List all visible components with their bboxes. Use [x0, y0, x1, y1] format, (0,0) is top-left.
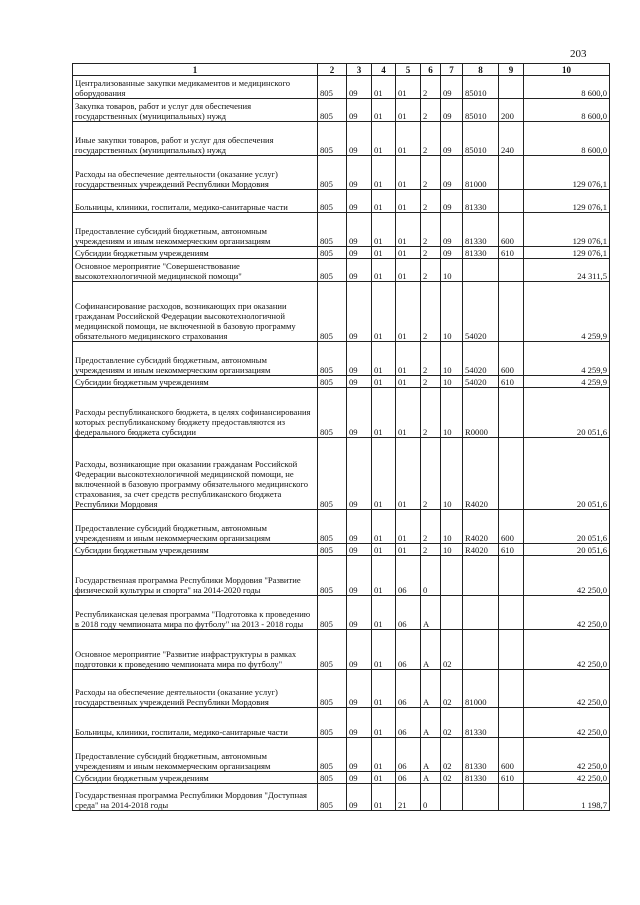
row-code-cell: 805 — [318, 556, 347, 596]
row-code-cell: 805 — [318, 156, 347, 190]
row-code-cell: 54020 — [463, 376, 499, 388]
row-code-cell: 09 — [347, 190, 372, 213]
row-code-cell: 805 — [318, 772, 347, 784]
row-code-cell: 09 — [441, 99, 463, 122]
col-header: 2 — [318, 64, 347, 76]
row-code-cell: 01 — [372, 738, 396, 772]
row-amount-cell: 8 600,0 — [524, 122, 610, 156]
row-code-cell: 01 — [372, 247, 396, 259]
row-amount-cell: 129 076,1 — [524, 190, 610, 213]
row-amount-cell: 4 259,9 — [524, 282, 610, 342]
row-code-cell: 02 — [441, 772, 463, 784]
row-code-cell: 01 — [396, 76, 421, 99]
row-code-cell: 81000 — [463, 670, 499, 708]
row-name-cell: Государственная программа Республики Мордовия "Развитие физической культуры и спорта" на 2014-2020 годы — [73, 556, 318, 596]
row-code-cell: 01 — [372, 596, 396, 630]
col-header: 4 — [372, 64, 396, 76]
row-code-cell: 805 — [318, 247, 347, 259]
row-name-cell: Расходы на обеспечение деятельности (оказание услуг) государственных учреждений Республики Мордовия — [73, 156, 318, 190]
row-code-cell: 09 — [347, 376, 372, 388]
row-code-cell: 09 — [441, 156, 463, 190]
row-name-cell: Субсидии бюджетным учреждениям — [73, 247, 318, 259]
table-row — [73, 213, 610, 247]
row-name-cell: Субсидии бюджетным учреждениям — [73, 772, 318, 784]
row-code-cell: 09 — [347, 556, 372, 596]
row-amount-cell: 42 250,0 — [524, 708, 610, 738]
row-code-cell: 06 — [396, 708, 421, 738]
row-name-cell: Больницы, клиники, госпитали, медико-санитарные части — [73, 708, 318, 738]
row-code-cell: 09 — [347, 259, 372, 282]
row-code-cell: 2 — [421, 247, 441, 259]
row-code-cell — [499, 630, 524, 670]
row-code-cell: 10 — [441, 376, 463, 388]
row-code-cell: 09 — [347, 596, 372, 630]
row-code-cell: 09 — [347, 708, 372, 738]
row-amount-cell: 4 259,9 — [524, 342, 610, 376]
row-amount-cell: 42 250,0 — [524, 556, 610, 596]
row-code-cell: 2 — [421, 282, 441, 342]
row-code-cell: 2 — [421, 76, 441, 99]
col-header: 1 — [73, 64, 318, 76]
row-code-cell: 10 — [441, 342, 463, 376]
row-code-cell: 01 — [396, 259, 421, 282]
row-code-cell: 2 — [421, 544, 441, 556]
table-row — [73, 190, 610, 213]
row-code-cell: 06 — [396, 772, 421, 784]
row-code-cell — [499, 556, 524, 596]
row-code-cell: R4020 — [463, 510, 499, 544]
row-code-cell: 10 — [441, 510, 463, 544]
row-code-cell: 01 — [372, 99, 396, 122]
col-header: 7 — [441, 64, 463, 76]
row-code-cell: 54020 — [463, 342, 499, 376]
row-code-cell: 06 — [396, 556, 421, 596]
row-code-cell: А — [421, 630, 441, 670]
row-code-cell: 01 — [372, 708, 396, 738]
row-code-cell: А — [421, 738, 441, 772]
row-code-cell — [499, 76, 524, 99]
row-name-cell: Расходы на обеспечение деятельности (оказание услуг) государственных учреждений Республики Мордовия — [73, 670, 318, 708]
col-header: 5 — [396, 64, 421, 76]
row-code-cell: 09 — [441, 213, 463, 247]
table-row — [73, 388, 610, 438]
row-code-cell — [499, 259, 524, 282]
row-code-cell: 600 — [499, 213, 524, 247]
row-code-cell: 10 — [441, 388, 463, 438]
row-name-cell: Софинансирование расходов, возникающих при оказании гражданам Российской Федерации высокотехнологичной медицинской помощи, не включенной в базовую программу обязательного медицинского страхования — [73, 282, 318, 342]
row-code-cell: А — [421, 772, 441, 784]
table-row — [73, 556, 610, 596]
row-amount-cell: 20 051,6 — [524, 438, 610, 510]
row-name-cell: Иные закупки товаров, работ и услуг для обеспечения государственных (муниципальных) нужд — [73, 122, 318, 156]
row-code-cell: 01 — [396, 376, 421, 388]
row-code-cell: 09 — [441, 76, 463, 99]
row-code-cell — [441, 556, 463, 596]
row-code-cell: 21 — [396, 784, 421, 811]
row-code-cell: 81330 — [463, 213, 499, 247]
row-amount-cell: 42 250,0 — [524, 670, 610, 708]
row-code-cell: 805 — [318, 213, 347, 247]
row-amount-cell: 20 051,6 — [524, 510, 610, 544]
row-code-cell: 805 — [318, 99, 347, 122]
row-code-cell: 01 — [372, 630, 396, 670]
row-code-cell: 01 — [396, 156, 421, 190]
row-code-cell: 10 — [441, 438, 463, 510]
table-row — [73, 342, 610, 376]
table-row — [73, 282, 610, 342]
row-code-cell: 2 — [421, 342, 441, 376]
row-code-cell: 2 — [421, 213, 441, 247]
row-code-cell: 06 — [396, 738, 421, 772]
row-amount-cell: 129 076,1 — [524, 156, 610, 190]
row-code-cell: 09 — [441, 190, 463, 213]
row-amount-cell: 8 600,0 — [524, 76, 610, 99]
row-code-cell: 805 — [318, 510, 347, 544]
row-code-cell: А — [421, 596, 441, 630]
row-code-cell: 01 — [396, 247, 421, 259]
row-code-cell: 805 — [318, 784, 347, 811]
row-code-cell: 200 — [499, 99, 524, 122]
row-code-cell: 805 — [318, 190, 347, 213]
row-code-cell: 2 — [421, 190, 441, 213]
row-code-cell: 805 — [318, 596, 347, 630]
row-code-cell: R0000 — [463, 388, 499, 438]
row-code-cell: 805 — [318, 76, 347, 99]
row-code-cell: 610 — [499, 247, 524, 259]
row-code-cell: 85010 — [463, 76, 499, 99]
row-code-cell: 2 — [421, 156, 441, 190]
row-code-cell: 09 — [441, 247, 463, 259]
row-code-cell — [499, 388, 524, 438]
row-amount-cell: 42 250,0 — [524, 596, 610, 630]
budget-table — [72, 63, 610, 811]
row-code-cell: 2 — [421, 122, 441, 156]
row-code-cell: 2 — [421, 510, 441, 544]
row-code-cell: 0 — [421, 784, 441, 811]
row-code-cell: 02 — [441, 670, 463, 708]
row-code-cell: 09 — [347, 670, 372, 708]
row-amount-cell: 129 076,1 — [524, 247, 610, 259]
row-code-cell: 2 — [421, 259, 441, 282]
row-code-cell: 01 — [396, 510, 421, 544]
row-code-cell: А — [421, 708, 441, 738]
row-code-cell: 09 — [347, 438, 372, 510]
table-row — [73, 772, 610, 784]
row-code-cell: 06 — [396, 670, 421, 708]
row-code-cell: 01 — [396, 190, 421, 213]
table-row — [73, 784, 610, 811]
table-row — [73, 630, 610, 670]
row-code-cell: 06 — [396, 596, 421, 630]
row-name-cell: Основное мероприятие "Совершенствование высокотехнологичной медицинской помощи" — [73, 259, 318, 282]
row-code-cell: 01 — [372, 376, 396, 388]
row-code-cell: 805 — [318, 122, 347, 156]
col-header: 3 — [347, 64, 372, 76]
row-code-cell: 805 — [318, 544, 347, 556]
row-code-cell: 2 — [421, 99, 441, 122]
row-code-cell: 805 — [318, 376, 347, 388]
row-code-cell — [499, 438, 524, 510]
row-code-cell — [463, 630, 499, 670]
row-code-cell: 81330 — [463, 708, 499, 738]
row-code-cell: 01 — [396, 213, 421, 247]
row-code-cell: 600 — [499, 510, 524, 544]
row-code-cell: 805 — [318, 438, 347, 510]
table-row — [73, 738, 610, 772]
row-name-cell: Централизованные закупки медикаментов и медицинского оборудования — [73, 76, 318, 99]
row-code-cell: 805 — [318, 708, 347, 738]
row-code-cell: 0 — [421, 556, 441, 596]
row-code-cell: 09 — [347, 213, 372, 247]
row-code-cell: 01 — [372, 544, 396, 556]
row-code-cell: 600 — [499, 342, 524, 376]
row-code-cell: 01 — [396, 282, 421, 342]
row-name-cell: Основное мероприятие "Развитие инфраструктуры в рамках подготовки к проведению чемпионата мира по футболу" — [73, 630, 318, 670]
row-code-cell — [463, 596, 499, 630]
row-amount-cell: 1 198,7 — [524, 784, 610, 811]
row-code-cell: 600 — [499, 738, 524, 772]
table-row — [73, 122, 610, 156]
row-code-cell: 01 — [372, 438, 396, 510]
row-name-cell: Субсидии бюджетным учреждениям — [73, 544, 318, 556]
row-code-cell: 2 — [421, 388, 441, 438]
row-code-cell: 09 — [347, 738, 372, 772]
row-code-cell: 09 — [347, 388, 372, 438]
row-code-cell — [499, 708, 524, 738]
row-name-cell: Республиканская целевая программа "Подготовка к проведению в 2018 году чемпионата мира по футболу" на 2013 - 2018 годы — [73, 596, 318, 630]
row-code-cell: 02 — [441, 708, 463, 738]
row-code-cell — [463, 784, 499, 811]
row-code-cell: 2 — [421, 438, 441, 510]
row-code-cell: 85010 — [463, 122, 499, 156]
row-code-cell: 01 — [372, 784, 396, 811]
row-name-cell: Субсидии бюджетным учреждениям — [73, 376, 318, 388]
row-code-cell: 01 — [372, 76, 396, 99]
table-header-row — [73, 64, 610, 76]
row-code-cell: 805 — [318, 630, 347, 670]
row-amount-cell: 20 051,6 — [524, 544, 610, 556]
row-code-cell: 06 — [396, 630, 421, 670]
row-code-cell: 09 — [347, 784, 372, 811]
row-code-cell: 805 — [318, 282, 347, 342]
row-code-cell: 01 — [396, 99, 421, 122]
table-row — [73, 99, 610, 122]
table-row — [73, 156, 610, 190]
row-amount-cell: 129 076,1 — [524, 213, 610, 247]
row-code-cell: 09 — [441, 122, 463, 156]
row-amount-cell: 24 311,5 — [524, 259, 610, 282]
table-row — [73, 596, 610, 630]
row-code-cell: 81330 — [463, 247, 499, 259]
row-code-cell: 01 — [372, 510, 396, 544]
row-code-cell: 81330 — [463, 738, 499, 772]
row-code-cell: 805 — [318, 259, 347, 282]
row-code-cell: 09 — [347, 99, 372, 122]
row-code-cell — [441, 784, 463, 811]
row-code-cell: 10 — [441, 282, 463, 342]
row-name-cell: Предоставление субсидий бюджетным, автономным учреждениям и иным некоммерческим организациям — [73, 738, 318, 772]
row-code-cell: 09 — [347, 156, 372, 190]
row-name-cell: Государственная программа Республики Мордовия "Доступная среда" на 2014-2018 годы — [73, 784, 318, 811]
row-code-cell: 01 — [372, 772, 396, 784]
table-row — [73, 376, 610, 388]
row-code-cell: 09 — [347, 122, 372, 156]
row-name-cell: Предоставление субсидий бюджетным, автономным учреждениям и иным некоммерческим организациям — [73, 213, 318, 247]
row-code-cell: 54020 — [463, 282, 499, 342]
row-code-cell: 09 — [347, 544, 372, 556]
row-code-cell: 01 — [396, 388, 421, 438]
row-name-cell: Расходы республиканского бюджета, в целях софинансирования которых республиканскому бюджету предоставляются из федерального бюджета субсидии — [73, 388, 318, 438]
row-code-cell — [499, 670, 524, 708]
table-row — [73, 438, 610, 510]
row-amount-cell: 8 600,0 — [524, 99, 610, 122]
row-code-cell: 02 — [441, 738, 463, 772]
row-code-cell: 09 — [347, 510, 372, 544]
row-code-cell: R4020 — [463, 544, 499, 556]
table-body — [73, 76, 610, 811]
table-row — [73, 259, 610, 282]
row-amount-cell: 42 250,0 — [524, 630, 610, 670]
row-code-cell: 09 — [347, 76, 372, 99]
row-code-cell: 09 — [347, 247, 372, 259]
row-code-cell: 01 — [372, 342, 396, 376]
row-code-cell: 2 — [421, 376, 441, 388]
row-code-cell — [499, 190, 524, 213]
row-code-cell: 01 — [396, 438, 421, 510]
row-code-cell: 240 — [499, 122, 524, 156]
row-code-cell: А — [421, 670, 441, 708]
row-code-cell: 01 — [372, 190, 396, 213]
row-code-cell: 01 — [396, 544, 421, 556]
row-code-cell: 01 — [372, 670, 396, 708]
row-code-cell: 10 — [441, 544, 463, 556]
row-amount-cell: 20 051,6 — [524, 388, 610, 438]
row-code-cell — [463, 259, 499, 282]
table-row — [73, 544, 610, 556]
row-name-cell: Больницы, клиники, госпитали, медико-санитарные части — [73, 190, 318, 213]
row-code-cell: 01 — [396, 342, 421, 376]
table-row — [73, 76, 610, 99]
row-code-cell — [499, 784, 524, 811]
row-code-cell: 01 — [372, 156, 396, 190]
row-code-cell: 805 — [318, 388, 347, 438]
row-code-cell — [463, 556, 499, 596]
row-code-cell: 09 — [347, 772, 372, 784]
row-code-cell — [499, 596, 524, 630]
row-code-cell: 02 — [441, 630, 463, 670]
row-code-cell: 09 — [347, 342, 372, 376]
row-amount-cell: 42 250,0 — [524, 772, 610, 784]
row-code-cell: 09 — [347, 630, 372, 670]
table-row — [73, 510, 610, 544]
row-code-cell: 01 — [372, 388, 396, 438]
row-code-cell: 09 — [347, 282, 372, 342]
row-code-cell: R4020 — [463, 438, 499, 510]
row-code-cell: 81330 — [463, 190, 499, 213]
row-code-cell: 01 — [372, 122, 396, 156]
table-row — [73, 708, 610, 738]
row-amount-cell: 4 259,9 — [524, 376, 610, 388]
row-code-cell: 01 — [372, 213, 396, 247]
col-header: 6 — [421, 64, 441, 76]
row-name-cell: Предоставление субсидий бюджетным, автономным учреждениям и иным некоммерческим организациям — [73, 342, 318, 376]
row-code-cell: 10 — [441, 259, 463, 282]
row-code-cell: 805 — [318, 342, 347, 376]
row-code-cell: 01 — [372, 282, 396, 342]
row-amount-cell: 42 250,0 — [524, 738, 610, 772]
row-code-cell: 805 — [318, 670, 347, 708]
row-code-cell — [499, 156, 524, 190]
table-row — [73, 247, 610, 259]
row-code-cell: 85010 — [463, 99, 499, 122]
row-code-cell: 610 — [499, 772, 524, 784]
row-code-cell — [441, 596, 463, 630]
row-code-cell: 81330 — [463, 772, 499, 784]
row-code-cell — [499, 282, 524, 342]
row-name-cell: Расходы, возникающие при оказании гражданам Российской Федерации высокотехнологичной медицинской помощи, не включенной в базовую программу обязательного медицинского страхования, за счет средств республиканского бюджета Республики Мордовия — [73, 438, 318, 510]
row-code-cell: 01 — [372, 556, 396, 596]
row-name-cell: Закупка товаров, работ и услуг для обеспечения государственных (муниципальных) нужд — [73, 99, 318, 122]
page-number: 203 — [570, 48, 587, 60]
col-header: 10 — [524, 64, 610, 76]
row-code-cell: 01 — [372, 259, 396, 282]
row-code-cell: 610 — [499, 376, 524, 388]
row-code-cell: 805 — [318, 738, 347, 772]
row-name-cell: Предоставление субсидий бюджетным, автономным учреждениям и иным некоммерческим организациям — [73, 510, 318, 544]
table-row — [73, 670, 610, 708]
col-header: 8 — [463, 64, 499, 76]
col-header: 9 — [499, 64, 524, 76]
row-code-cell: 610 — [499, 544, 524, 556]
row-code-cell: 81000 — [463, 156, 499, 190]
row-code-cell: 01 — [396, 122, 421, 156]
